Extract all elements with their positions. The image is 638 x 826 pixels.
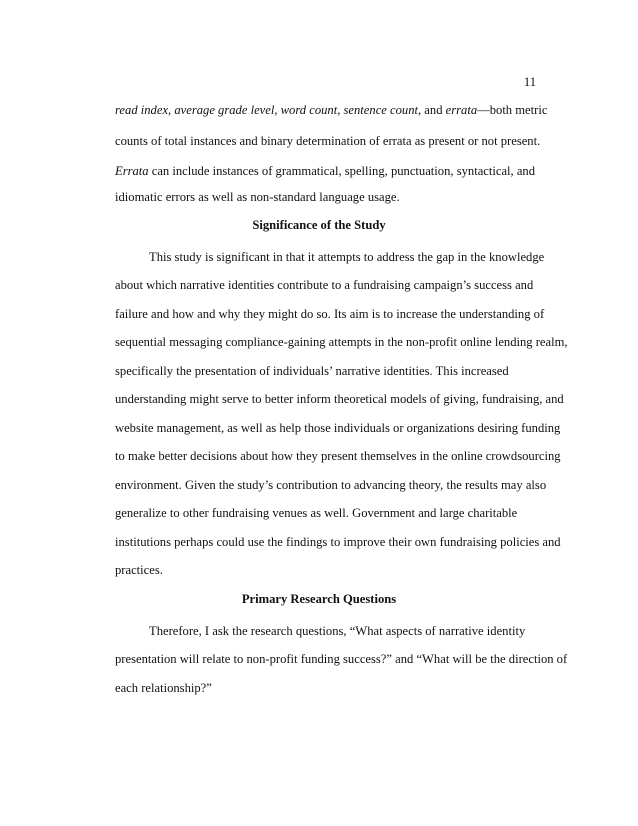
para1-line2: counts of total instances and binary determination of errata as present or not present. bbox=[115, 134, 541, 148]
separator: , bbox=[274, 103, 281, 117]
para1-line4: idiomatic errors as well as non-standard language usage. bbox=[115, 190, 400, 204]
para3-line: each relationship?” bbox=[115, 681, 212, 695]
para3-line: presentation will relate to non-profit funding success?” and “What will be the direction of bbox=[115, 652, 568, 666]
term-word-count: word count bbox=[280, 103, 338, 117]
para1-line1 bbox=[115, 103, 547, 118]
para2-line: generalize to other fundraising venues as well. Government and large charitable bbox=[115, 506, 518, 520]
line-text: can include instances of grammatical, spelling, punctuation, syntactical, and bbox=[148, 164, 536, 178]
para2-line: practices. bbox=[115, 563, 163, 577]
line-text: —both metric bbox=[477, 103, 548, 117]
section-heading-research-questions: Primary Research Questions bbox=[241, 592, 397, 606]
para2-line: failure and how and why they might do so. Its aim is to increase the understanding of bbox=[115, 307, 545, 321]
page-number: 11 bbox=[523, 75, 536, 89]
para2-line: sequential messaging compliance-gaining attempts in the non-profit online lending realm, bbox=[115, 335, 568, 349]
para2-line: This study is significant in that it attempts to address the gap in the knowledge bbox=[149, 250, 545, 264]
para1-line3 bbox=[115, 164, 535, 179]
para2-line: to make better decisions about how they present themselves in the online crowdsourcing bbox=[115, 449, 561, 463]
para3-line: Therefore, I ask the research questions, “What aspects of narrative identity bbox=[149, 624, 526, 638]
section-heading-significance: Significance of the Study bbox=[252, 218, 386, 232]
para2-line: website management, as well as help those individuals or organizations desiring funding bbox=[115, 421, 561, 435]
separator: , bbox=[168, 103, 175, 117]
para2-line: about which narrative identities contribute to a fundraising campaign’s success and bbox=[115, 278, 534, 292]
para2-line: specifically the presentation of individuals’ narrative identities. This increased bbox=[115, 364, 509, 378]
para2-line: institutions perhaps could use the findings to improve their own fundraising policies and bbox=[115, 535, 561, 549]
term-sentence-count: sentence count, bbox=[343, 103, 422, 117]
para2-line: environment. Given the study’s contribution to advancing theory, the results may also bbox=[115, 478, 547, 492]
separator: , bbox=[337, 103, 344, 117]
term-errata: Errata bbox=[115, 164, 149, 178]
term-average-grade-level: average grade level bbox=[174, 103, 275, 117]
conjunction: and bbox=[421, 103, 446, 117]
term-read-index: read index bbox=[115, 103, 169, 117]
para2-line: understanding might serve to better inform theoretical models of giving, fundraising, and bbox=[115, 392, 564, 406]
term-errata: errata bbox=[445, 103, 478, 117]
